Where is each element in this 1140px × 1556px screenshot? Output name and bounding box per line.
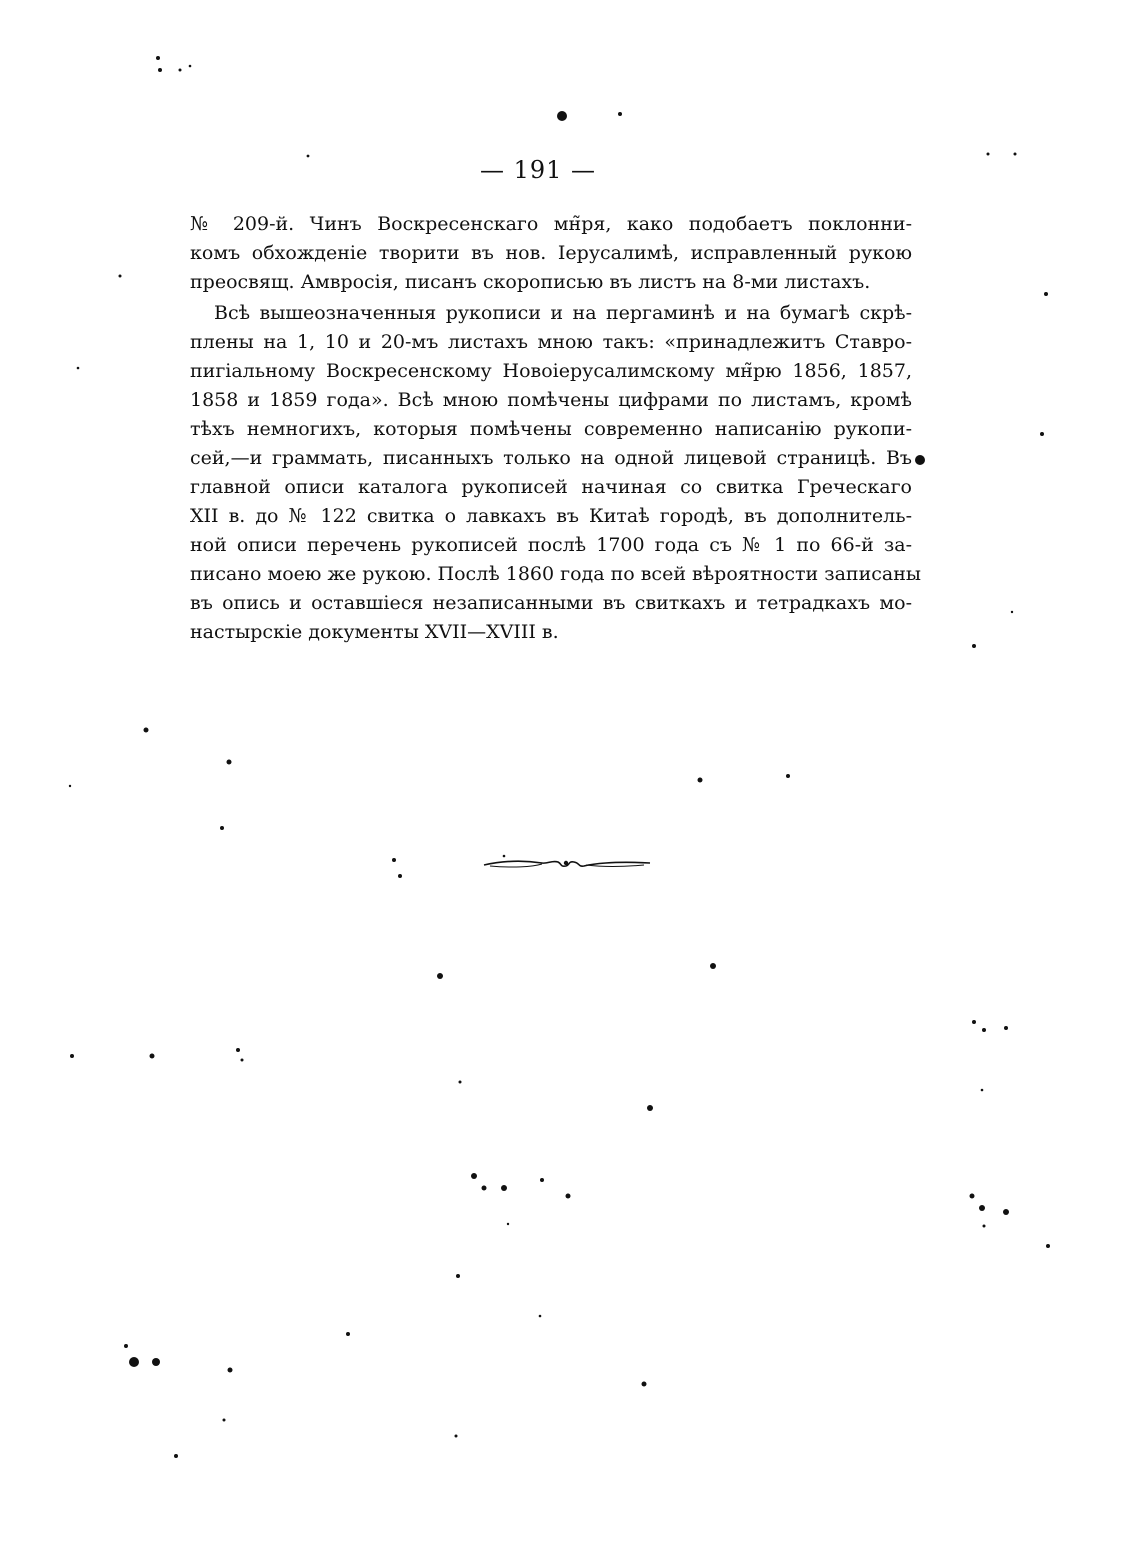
text-line: 1858 и 1859 года». Всѣ мною помѣчены цифрами по листамъ, кромѣ [190, 389, 912, 411]
text-line: въ опись и оставшіеся незаписанными въ свиткахъ и тетрадкахъ мо- [190, 592, 912, 614]
body-text [190, 210, 921, 647]
text-line: комъ обхожденіе творити въ нов. Іерусалимѣ, исправленный рукою [190, 242, 912, 264]
text-line: тѣхъ немногихъ, которыя помѣчены современно написанію рукопи- [190, 418, 912, 440]
ornament-divider [482, 852, 652, 874]
text-line: сей,—и граммать, писанныхъ только на одной лицевой страницѣ. Въ [190, 447, 912, 469]
paragraph-1 [190, 210, 912, 297]
page-number: — 191 — [479, 156, 597, 184]
text-line: ной описи перечень рукописей послѣ 1700 года съ № 1 по 66-й за- [190, 534, 912, 556]
text-line: XII в. до № 122 свитка о лавкахъ въ Китаѣ городѣ, въ дополнитель- [190, 505, 912, 527]
text-line: настырскіе документы XVII—XVIII в. [190, 621, 559, 643]
text-line: преосвящ. Амвросія, писанъ скорописью въ листъ на 8-ми листахъ. [190, 271, 871, 293]
text-line: пигіальному Воскресенскому Новоіерусалимскому мн̃рю 1856, 1857, [190, 360, 912, 382]
text-line: плены на 1, 10 и 20-мъ листахъ мною такъ: «принадлежитъ Ставро- [190, 331, 912, 353]
text-line: Всѣ вышеозначенныя рукописи и на пергаминѣ и на бумагѣ скрѣ- [214, 302, 912, 324]
paragraph-2 [190, 299, 921, 647]
text-line: главной описи каталога рукописей начиная со свитка Греческаго [190, 476, 912, 498]
text-line: писано моею же рукою. Послѣ 1860 года по всей вѣроятности записаны [190, 563, 921, 585]
text-line: № 209-й. Чинъ Воскресенскаго мн̃ря, како подобаетъ поклонни- [190, 213, 912, 235]
